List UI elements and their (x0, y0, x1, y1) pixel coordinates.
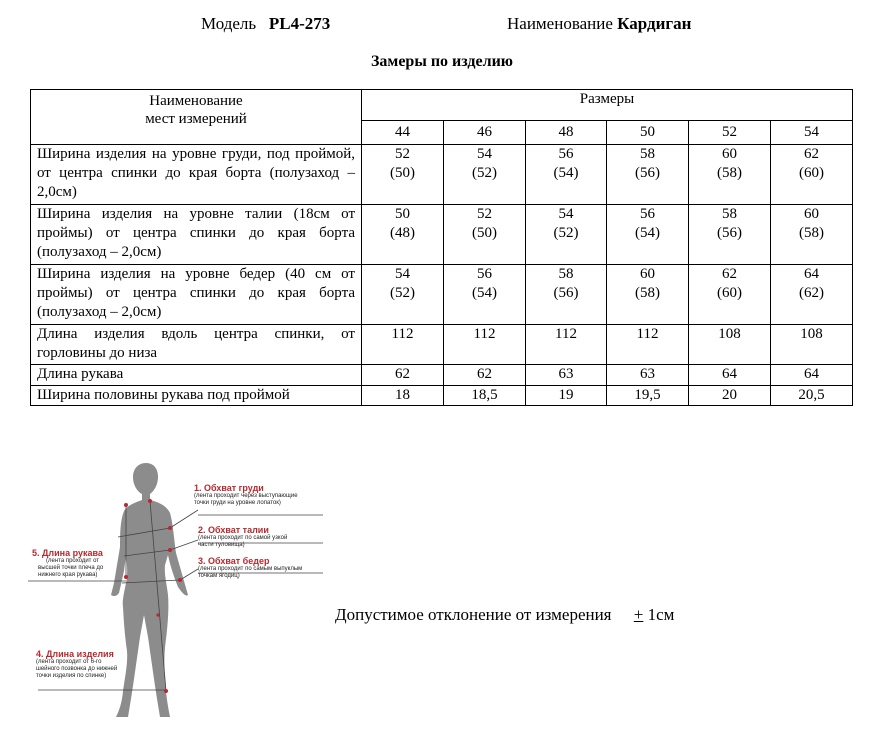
measurement-value-cell (607, 325, 689, 365)
measurement-value-cell (607, 365, 689, 386)
value-main: 63 (558, 366, 574, 382)
value-main: 56 (640, 206, 655, 222)
measurement-value-cell (362, 205, 444, 265)
measurement-value-cell (526, 325, 607, 365)
size-header-52: 52 (689, 121, 771, 145)
measurement-value-cell (444, 205, 526, 265)
plus-minus-sign: + (633, 605, 644, 624)
measurement-label: Длина изделия вдоль центра спинки, от горловины до низа (31, 325, 362, 365)
measurement-label: Длина рукава (31, 365, 362, 386)
measurement-value-cell (526, 205, 607, 265)
table-header-row (31, 90, 853, 121)
value-alt: (52) (472, 165, 497, 181)
measurement-value-cell (607, 145, 689, 205)
tolerance-value: 1см (647, 605, 675, 624)
value-alt: (56) (553, 285, 579, 301)
measurement-value-cell (689, 365, 771, 386)
value-main: 108 (718, 326, 741, 342)
value-main: 64 (804, 366, 820, 382)
value-main: 19,5 (634, 387, 661, 403)
table-row (31, 365, 853, 386)
value-alt: (50) (390, 165, 415, 181)
value-main: 108 (800, 326, 823, 342)
value-main: 60 (640, 266, 655, 282)
measurement-value-cell (444, 145, 526, 205)
size-header-54: 54 (771, 121, 853, 145)
measurement-value-cell (689, 145, 771, 205)
value-main: 58 (722, 206, 737, 222)
measurement-value-cell (444, 365, 526, 386)
value-main: 20 (722, 387, 737, 403)
measurement-value-cell (607, 265, 689, 325)
value-main: 56 (477, 266, 492, 282)
measurement-value-cell (689, 205, 771, 265)
value-main: 54 (395, 266, 410, 282)
table-row (31, 205, 853, 265)
label-hips: 3. Обхват бедер (лента проходит по самым выпуклым точкам ягодиц) (198, 556, 303, 579)
size-header-50: 50 (607, 121, 689, 145)
measurement-value-cell (362, 325, 444, 365)
value-main: 18,5 (471, 387, 498, 403)
value-alt: (56) (717, 225, 742, 241)
measurement-value-cell (526, 265, 607, 325)
product-line (507, 14, 691, 34)
value-main: 58 (558, 266, 574, 282)
value-main: 18 (395, 387, 410, 403)
measurement-label: Ширина изделия на уровне бедер (40 см от проймы) от центра спинки до края борта (полузаход – 2,0см) (31, 265, 362, 325)
product-label: Наименование (507, 14, 613, 33)
measurement-value-cell (362, 365, 444, 386)
value-alt: (62) (799, 285, 825, 301)
tolerance-text: Допустимое отклонение от измерения (335, 605, 612, 624)
place-header-cell (31, 90, 362, 145)
value-alt: (54) (553, 165, 579, 181)
measurement-value-cell (689, 325, 771, 365)
value-main: 54 (477, 146, 492, 162)
measurement-value-cell (444, 386, 526, 406)
measurement-value-cell (689, 265, 771, 325)
measurement-figure (28, 455, 328, 725)
value-main: 112 (636, 326, 659, 342)
measurement-value-cell (444, 325, 526, 365)
table-row (31, 325, 853, 365)
place-header-line1: Наименование (149, 93, 243, 109)
value-main: 62 (804, 146, 820, 162)
measurement-value-cell (771, 205, 853, 265)
measurement-value-cell (771, 365, 853, 386)
measurements-table (30, 89, 853, 406)
measurement-value-cell (526, 145, 607, 205)
measurement-label: Ширина изделия на уровне талии (18см от проймы) от центра спинки до края борта (полузаход – 2,0см) (31, 205, 362, 265)
measurement-value-cell (526, 365, 607, 386)
value-main: 112 (473, 326, 496, 342)
value-main: 58 (640, 146, 655, 162)
model-value: PL4-273 (268, 14, 331, 33)
label-chest: 1. Обхват груди (лента проходит через выступающие точки груди на уровне лопаток) (194, 483, 298, 506)
table-row (31, 265, 853, 325)
size-header-48: 48 (526, 121, 607, 145)
sizes-header-cell: Размеры (362, 90, 853, 121)
measurement-label: Ширина изделия на уровне груди, под проймой, от центра спинки до края борта (полузаход – 2,0см) (31, 145, 362, 205)
measurement-value-cell (689, 386, 771, 406)
value-alt: (60) (717, 285, 742, 301)
value-main: 50 (395, 206, 410, 222)
measurement-value-cell (526, 386, 607, 406)
value-alt: (48) (390, 225, 415, 241)
value-main: 54 (558, 206, 574, 222)
value-alt: (56) (635, 165, 660, 181)
value-alt: (58) (717, 165, 742, 181)
table-row (31, 386, 853, 406)
value-main: 62 (722, 266, 737, 282)
measurement-value-cell (607, 205, 689, 265)
hip-leader (180, 569, 198, 580)
value-main: 56 (558, 146, 574, 162)
value-main: 63 (640, 366, 655, 382)
product-value: Кардиган (617, 14, 692, 33)
place-header-line2: мест измерений (145, 111, 247, 127)
chest-leader (170, 510, 198, 528)
value-main: 60 (804, 206, 820, 222)
label-sleeve-length: 5. Длина рукава (лента проходит от высшей точки плеча до нижнего края рукава) (32, 548, 104, 578)
value-main: 112 (391, 326, 414, 342)
measurement-value-cell (607, 386, 689, 406)
value-main: 64 (722, 366, 737, 382)
tolerance-note (335, 605, 674, 625)
value-main: 62 (395, 366, 410, 382)
value-alt: (54) (635, 225, 660, 241)
value-main: 20,5 (798, 387, 825, 403)
measurement-value-cell (362, 265, 444, 325)
value-main: 60 (722, 146, 737, 162)
size-header-44: 44 (362, 121, 444, 145)
value-alt: (60) (799, 165, 825, 181)
model-label: Модель (201, 14, 257, 33)
measurement-value-cell (362, 386, 444, 406)
value-alt: (52) (390, 285, 415, 301)
page-subtitle: Замеры по изделию (370, 53, 514, 70)
measurement-value-cell (362, 145, 444, 205)
measurement-value-cell (771, 145, 853, 205)
value-main: 62 (477, 366, 492, 382)
value-alt: (54) (472, 285, 497, 301)
measurement-label: Ширина половины рукава под проймой (31, 386, 362, 406)
measurement-value-cell (771, 386, 853, 406)
label-garment-length: 4. Длина изделия (лента проходит от 6-го шейного позвонка до нижней точки изделия по спинке) (36, 649, 118, 679)
value-main: 112 (555, 326, 577, 342)
measurement-value-cell (771, 325, 853, 365)
model-line (201, 14, 330, 34)
value-alt: (58) (635, 285, 660, 301)
measurement-value-cell (444, 265, 526, 325)
value-main: 52 (395, 146, 410, 162)
value-alt: (52) (553, 225, 579, 241)
value-alt: (50) (472, 225, 497, 241)
value-main: 64 (804, 266, 820, 282)
table-row (31, 145, 853, 205)
value-main: 19 (558, 387, 574, 403)
size-header-46: 46 (444, 121, 526, 145)
label-waist: 2. Обхват талии (лента проходит по самой узкой части туловища) (198, 525, 288, 548)
value-alt: (58) (799, 225, 825, 241)
value-main: 52 (477, 206, 492, 222)
measurement-value-cell (771, 265, 853, 325)
